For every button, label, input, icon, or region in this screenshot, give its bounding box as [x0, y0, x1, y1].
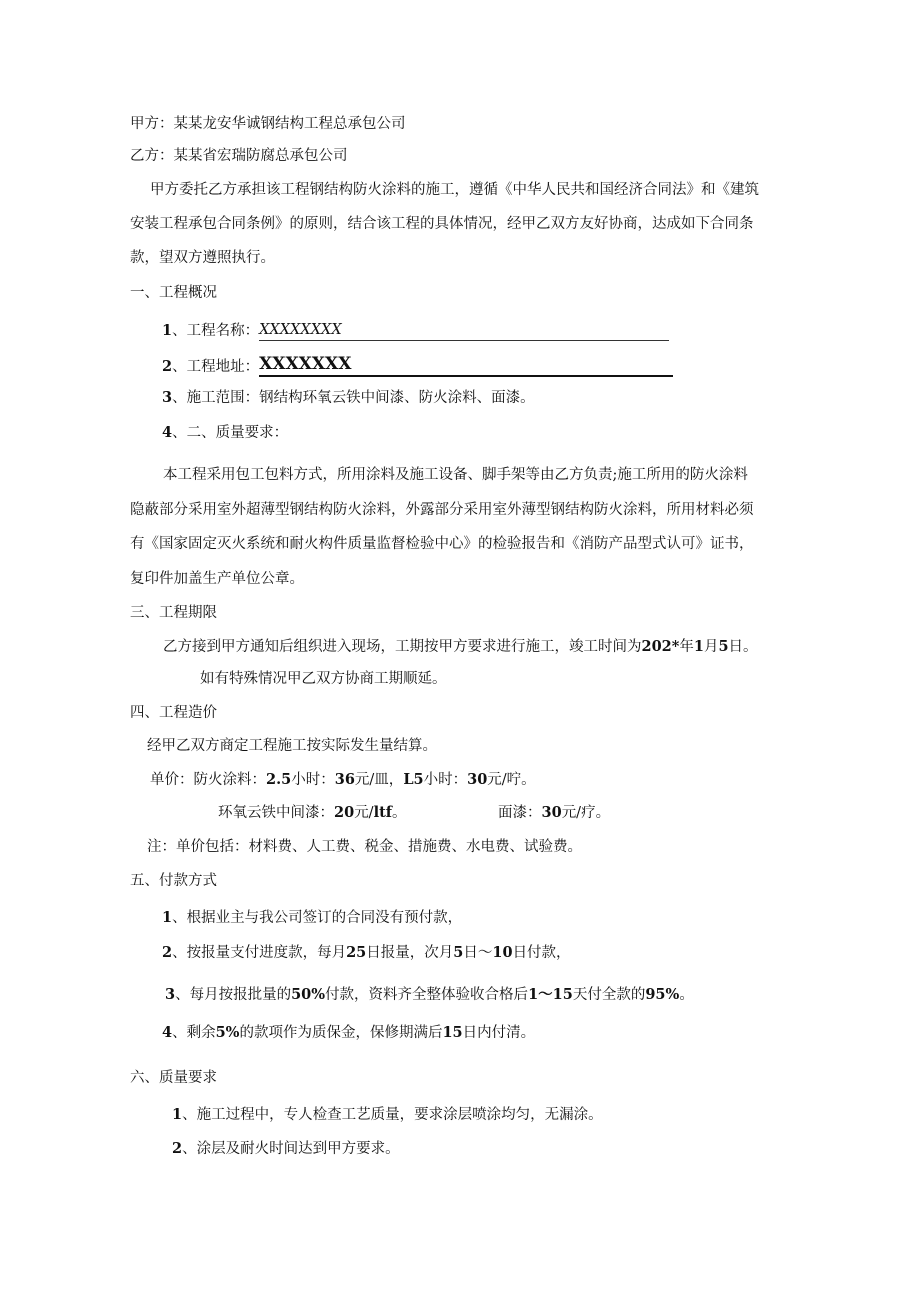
item-text: 的款项作为质保金，保修期满后 — [239, 1025, 443, 1041]
item-text: 日报量，次月 — [366, 945, 454, 961]
item-number: 1 — [172, 1106, 183, 1123]
party-b: 乙方：某某省宏瑞防腐总承包公司 — [130, 148, 348, 164]
completion-month: 1 — [693, 638, 704, 655]
item-number: 3 — [162, 389, 173, 406]
item-number: 4 — [162, 1024, 173, 1041]
period-text: 乙方接到甲方通知后组织进入现场，工期按甲方要求进行施工，竣工时间为 — [163, 639, 642, 655]
item-text: 天付全款的 — [572, 987, 646, 1003]
item-text: 、二、质量要求： — [172, 425, 289, 441]
price-text: 元/皿， — [354, 772, 404, 788]
intro-line-3: 款，望双方遵照执行。 — [130, 250, 275, 266]
price-value: L5 — [403, 771, 424, 788]
item-text: 。 — [679, 987, 694, 1003]
price-value: 30 — [467, 771, 488, 788]
quality-line-4: 复印件加盖生产单位公章。 — [130, 571, 304, 587]
period-text: 日。 — [728, 639, 758, 655]
item-number: 1 — [162, 322, 173, 339]
item-text: 、涂层及耐火时间达到甲方要求。 — [182, 1141, 400, 1157]
item-label: 、工程名称： — [172, 323, 260, 339]
intro-line-2: 安装工程承包合同条例》的原则，结合该工程的具体情况，经甲乙双方友好协商，达成如下合同条 — [130, 216, 754, 232]
section-3-line-2: 如有特殊情况甲乙双方协商工期顺延。 — [200, 671, 447, 687]
unit-price-line-2a — [218, 803, 407, 823]
payment-item-4 — [162, 1023, 535, 1043]
price-text: 单价：防火涂料： — [150, 772, 266, 788]
item-number: 2 — [162, 358, 173, 375]
price-value: 30 — [541, 804, 562, 821]
price-text: 元/疗。 — [561, 805, 611, 821]
section-5-title: 五、付款方式 — [130, 873, 217, 889]
item-text: 、施工范围：钢结构环氧云铁中间漆、防火涂料、面漆。 — [172, 390, 535, 406]
price-text: 面漆： — [498, 805, 542, 821]
completion-year: 202* — [641, 638, 680, 655]
party-a: 甲方：某某龙安华诚钢结构工程总承包公司 — [130, 116, 406, 132]
price-value: 20 — [334, 804, 355, 821]
section-1-item-3 — [162, 388, 535, 408]
period-text: 月 — [703, 639, 719, 655]
item-text: 、施工过程中，专人检查工艺质量，要求涂层喷涂均匀，无漏涂。 — [182, 1107, 603, 1123]
payment-item-2 — [162, 943, 571, 963]
item-text: 、按报量支付进度款，每月 — [172, 945, 347, 961]
item-number: 1 — [162, 909, 173, 926]
price-value: ltf — [373, 804, 393, 821]
project-address-value: XXXXXXX — [259, 354, 352, 374]
project-address-field — [259, 354, 673, 377]
item-text: 日～ — [463, 945, 493, 961]
item-value: 15 — [442, 1024, 463, 1041]
price-text: 元/咛。 — [487, 772, 536, 788]
item-value: 5% — [215, 1024, 240, 1041]
item-number: 3 — [165, 986, 176, 1003]
project-name-field — [259, 320, 669, 341]
unit-price-line-1 — [150, 770, 536, 790]
price-value: 2.5 — [266, 771, 292, 788]
item-value: 1〜15 — [528, 986, 573, 1003]
item-text: 、剩余 — [172, 1025, 216, 1041]
item-text: 付款，资料齐全整体验收合格后 — [325, 987, 529, 1003]
quality-req-item-1 — [172, 1105, 603, 1125]
quality-req-item-2 — [172, 1139, 400, 1159]
quality-line-3: 有《国家固定灭火系统和耐火构件质量监督检验中心》的检验报告和《消防产品型式认可》证书， — [130, 536, 754, 552]
section-3-title: 三、工程期限 — [130, 605, 217, 621]
item-text: 、根据业主与我公司签订的合同没有预付款， — [172, 910, 463, 926]
price-text: 元/ — [354, 805, 374, 821]
price-value: 36 — [334, 771, 355, 788]
section-1-item-2 — [162, 354, 673, 376]
price-text: 小时： — [291, 772, 335, 788]
section-1-title: 一、工程概况 — [130, 285, 217, 301]
item-label: 、工程地址： — [172, 359, 260, 375]
price-note: 注：单价包括：材料费、人工费、税金、措施费、水电费、试验费。 — [147, 839, 582, 855]
item-number: 2 — [172, 1140, 183, 1157]
section-6-title: 六、质量要求 — [130, 1070, 217, 1086]
item-text: 日付款， — [512, 945, 571, 961]
price-text: 环氧云铁中间漆： — [218, 805, 334, 821]
price-text: 。 — [392, 805, 407, 821]
payment-item-3 — [165, 985, 694, 1005]
payment-item-1 — [162, 908, 462, 928]
section-4-title: 四、工程造价 — [130, 705, 217, 721]
price-text: 小时： — [423, 772, 468, 788]
quality-line-1: 本工程采用包工包料方式，所用涂料及施工设备、脚手架等由乙方负责;施工所用的防火涂料 — [163, 467, 748, 483]
item-value: 25 — [346, 944, 367, 961]
item-text: 、每月按报批量的 — [175, 987, 292, 1003]
item-text: 日内付清。 — [462, 1025, 536, 1041]
item-value: 10 — [492, 944, 513, 961]
section-1-item-4 — [162, 423, 288, 443]
item-number: 4 — [162, 424, 173, 441]
period-text: 年 — [679, 639, 694, 655]
item-value: 50% — [291, 986, 326, 1003]
item-value: 5 — [453, 944, 464, 961]
item-value: 95% — [645, 986, 680, 1003]
item-number: 2 — [162, 944, 173, 961]
section-3-line-1 — [163, 637, 758, 657]
section-1-item-1 — [162, 320, 669, 341]
project-name-value: XXXXXXXX — [259, 322, 342, 338]
completion-day: 5 — [718, 638, 729, 655]
quality-line-2: 隐蔽部分采用室外超薄型钢结构防火涂料，外露部分采用室外薄型钢结构防火涂料，所用材料必须 — [130, 502, 754, 518]
intro-line-1: 甲方委托乙方承担该工程钢结构防火涂料的施工，遵循《中华人民共和国经济合同法》和《建筑 — [150, 182, 759, 198]
unit-price-line-2b — [498, 803, 610, 823]
section-4-line-1: 经甲乙双方商定工程施工按实际发生量结算。 — [147, 738, 437, 754]
